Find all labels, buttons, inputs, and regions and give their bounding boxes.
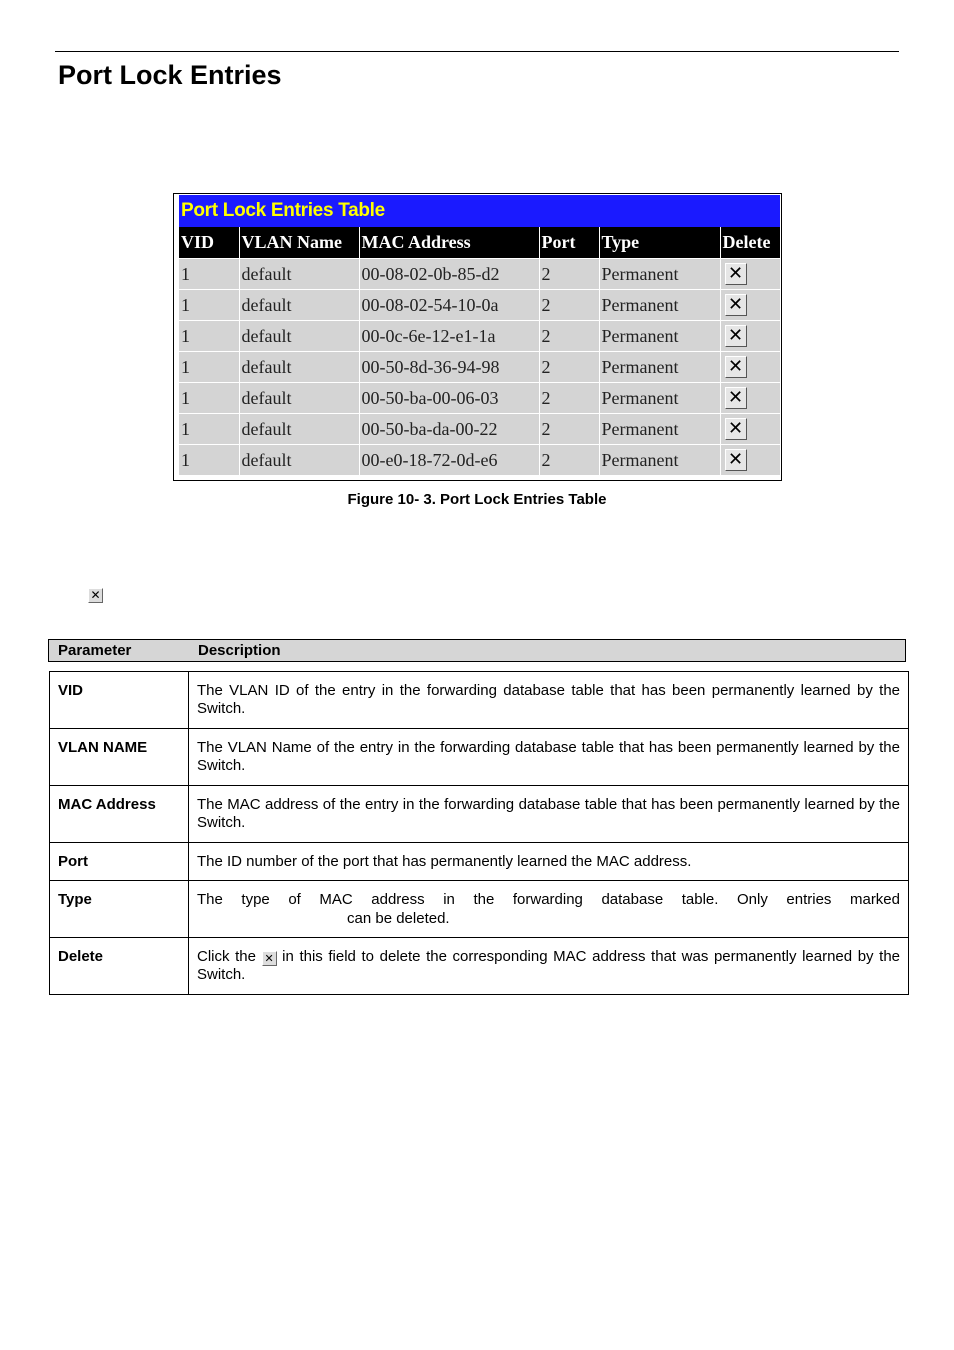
cell-mac-address: 00-08-02-54-10-0a <box>359 290 539 321</box>
col-header-mac-address: MAC Address <box>359 227 539 259</box>
cell-type: Permanent <box>599 290 720 321</box>
port-lock-table <box>179 227 780 475</box>
cell-delete <box>720 383 780 414</box>
page-title: Port Lock Entries <box>58 60 282 90</box>
col-header-type: Type <box>599 227 720 259</box>
cell-port: 2 <box>539 414 599 445</box>
delete-x-icon[interactable]: ✕ <box>725 325 747 347</box>
delete-x-icon: ✕ <box>88 588 103 603</box>
param-desc: The MAC address of the entry in the forwarding database table that has been permanently learned by the Switch. <box>189 786 909 843</box>
param-desc-pre: Click the <box>197 948 256 965</box>
table-row <box>50 881 909 938</box>
param-desc: The VLAN Name of the entry in the forwarding database table that has been permanently learned by the Switch. <box>189 729 909 786</box>
cell-mac-address: 00-08-02-0b-85-d2 <box>359 259 539 290</box>
cell-port: 2 <box>539 352 599 383</box>
cell-mac-address: 00-50-8d-36-94-98 <box>359 352 539 383</box>
cell-delete <box>720 445 780 476</box>
cell-vid: 1 <box>179 383 239 414</box>
cell-port: 2 <box>539 445 599 476</box>
figure-caption: Figure 10- 3. Port Lock Entries Table <box>347 491 607 508</box>
col-header-port: Port <box>539 227 599 259</box>
top-rule <box>55 51 899 52</box>
cell-vlan-name: default <box>239 321 359 352</box>
cell-delete <box>720 290 780 321</box>
cell-port: 2 <box>539 259 599 290</box>
param-name: MAC Address <box>50 786 189 843</box>
table-row <box>50 938 909 995</box>
table-row <box>50 843 909 881</box>
cell-vid: 1 <box>179 321 239 352</box>
delete-x-icon[interactable]: ✕ <box>725 294 747 316</box>
table-row <box>50 672 909 729</box>
cell-vlan-name: default <box>239 414 359 445</box>
cell-delete <box>720 352 780 383</box>
param-name: VLAN NAME <box>50 729 189 786</box>
cell-mac-address: 00-0c-6e-12-e1-1a <box>359 321 539 352</box>
table-row <box>50 729 909 786</box>
param-name: Delete <box>50 938 189 995</box>
cell-vid: 1 <box>179 290 239 321</box>
cell-delete <box>720 321 780 352</box>
param-desc <box>189 938 909 995</box>
col-header-vid: VID <box>179 227 239 259</box>
cell-type: Permanent <box>599 259 720 290</box>
cell-vid: 1 <box>179 445 239 476</box>
cell-delete <box>720 414 780 445</box>
port-lock-entries-screenshot <box>173 193 782 481</box>
table-row <box>179 321 780 352</box>
param-desc-line1: The type of MAC address in the forwarding database table. Only entries marked <box>197 891 900 908</box>
param-name: Type <box>50 881 189 938</box>
col-header-delete: Delete <box>720 227 780 259</box>
delete-x-icon[interactable]: ✕ <box>725 418 747 440</box>
port-lock-header-row <box>179 227 780 259</box>
param-desc-post: in this field to delete the corresponding MAC address that was permanently learned by the Switch. <box>197 948 901 983</box>
cell-mac-address: 00-e0-18-72-0d-e6 <box>359 445 539 476</box>
cell-port: 2 <box>539 383 599 414</box>
cell-vlan-name: default <box>239 383 359 414</box>
parameter-table <box>49 671 909 995</box>
cell-mac-address: 00-50-ba-da-00-22 <box>359 414 539 445</box>
cell-type: Permanent <box>599 383 720 414</box>
cell-vlan-name: default <box>239 259 359 290</box>
cell-mac-address: 00-50-ba-00-06-03 <box>359 383 539 414</box>
delete-x-icon: ✕ <box>262 951 277 966</box>
cell-vlan-name: default <box>239 290 359 321</box>
cell-vlan-name: default <box>239 352 359 383</box>
cell-type: Permanent <box>599 352 720 383</box>
param-desc: The ID number of the port that has permanently learned the MAC address. <box>189 843 909 881</box>
cell-vid: 1 <box>179 414 239 445</box>
table-row <box>179 445 780 476</box>
header-description: Description <box>198 642 281 659</box>
table-row <box>179 414 780 445</box>
delete-x-icon[interactable]: ✕ <box>725 356 747 378</box>
param-name: Port <box>50 843 189 881</box>
cell-vid: 1 <box>179 352 239 383</box>
param-desc-line2: can be deleted. <box>347 910 450 927</box>
param-desc: The VLAN ID of the entry in the forwarding database table that has been permanently learned by the Switch. <box>189 672 909 729</box>
table-row <box>179 352 780 383</box>
param-name: VID <box>50 672 189 729</box>
table-row <box>50 786 909 843</box>
cell-port: 2 <box>539 290 599 321</box>
cell-delete <box>720 259 780 290</box>
cell-vlan-name: default <box>239 445 359 476</box>
type-desc-line2 <box>347 910 450 928</box>
col-header-vlan-name: VLAN Name <box>239 227 359 259</box>
header-parameter: Parameter <box>58 642 132 659</box>
cell-type: Permanent <box>599 445 720 476</box>
cell-port: 2 <box>539 321 599 352</box>
parameter-table-header <box>48 639 906 662</box>
port-lock-table-title: Port Lock Entries Table <box>179 195 780 227</box>
cell-type: Permanent <box>599 414 720 445</box>
cell-type: Permanent <box>599 321 720 352</box>
table-row <box>179 383 780 414</box>
param-desc <box>189 881 909 938</box>
table-row <box>179 259 780 290</box>
delete-x-icon[interactable]: ✕ <box>725 263 747 285</box>
delete-x-icon[interactable]: ✕ <box>725 449 747 471</box>
cell-vid: 1 <box>179 259 239 290</box>
delete-x-icon[interactable]: ✕ <box>725 387 747 409</box>
table-row <box>179 290 780 321</box>
